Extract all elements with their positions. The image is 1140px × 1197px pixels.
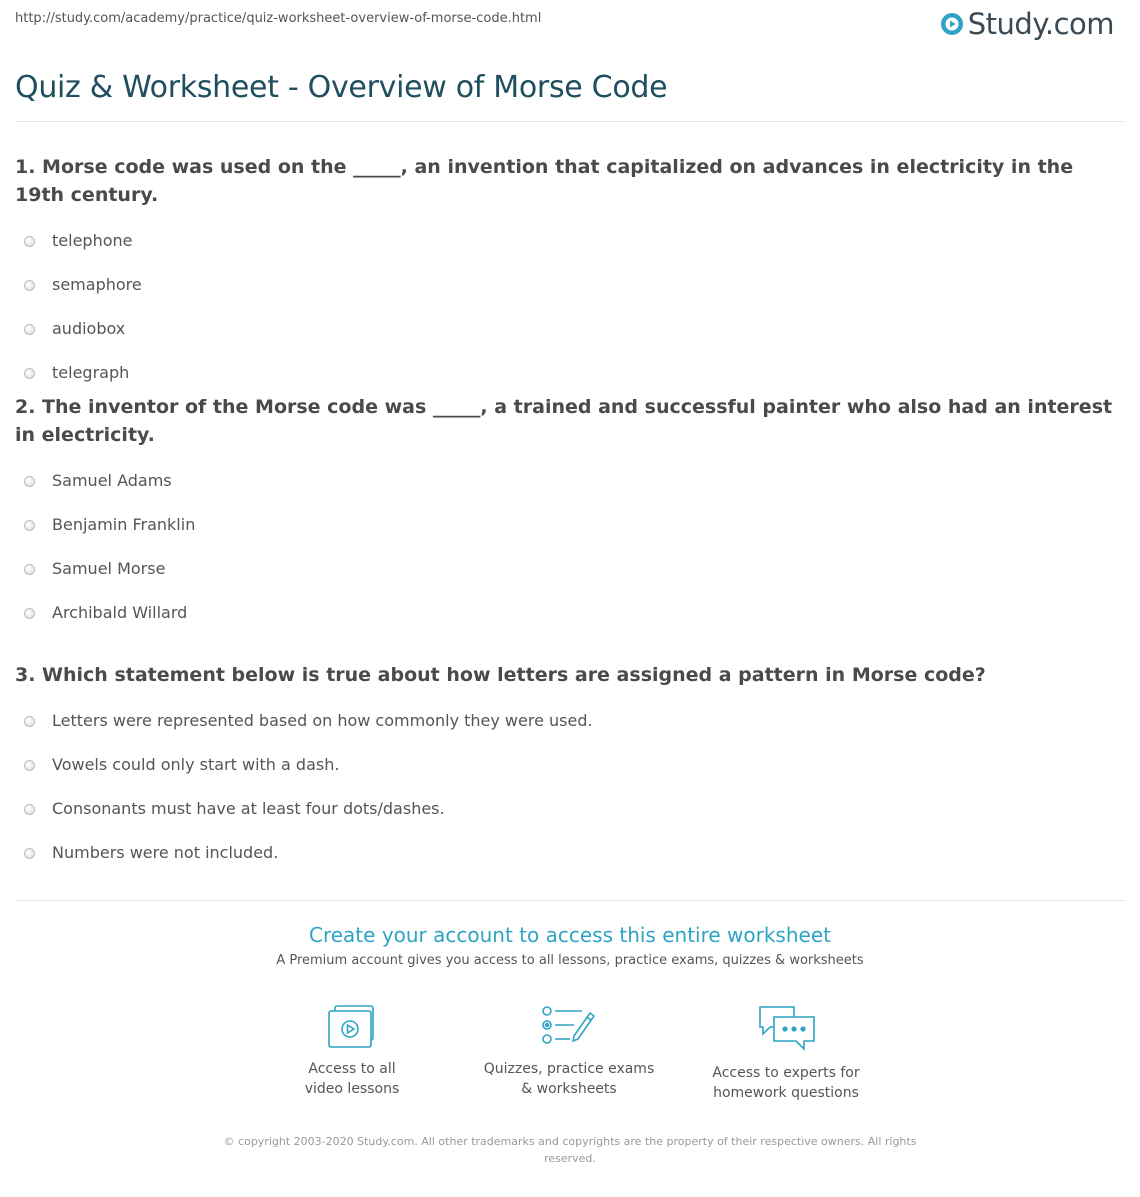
page-url: http://study.com/academy/practice/quiz-worksheet-overview-of-morse-code.html	[15, 11, 542, 26]
answer-option[interactable]	[15, 547, 1125, 591]
feature-line: video lessons	[304, 1081, 400, 1097]
question-text: 3. Which statement below is true about how letters are assigned a pattern in Morse code?	[15, 664, 986, 686]
question-2	[15, 393, 1125, 635]
feature-line: & worksheets	[521, 1081, 617, 1097]
option-label: telegraph	[52, 363, 130, 382]
question-text: 2. The inventor of the Morse code was _____, a trained and successful painter who also had an interest in electricity.	[15, 396, 1113, 446]
feature-label	[469, 1059, 669, 1099]
play-circle-icon	[940, 12, 964, 36]
option-label: Samuel Morse	[52, 559, 166, 578]
feature-line: Access to all	[308, 1061, 396, 1077]
option-label: audiobox	[52, 319, 126, 338]
option-label: Letters were represented based on how commonly they were used.	[52, 711, 593, 730]
answer-option[interactable]	[15, 591, 1125, 635]
feature-quizzes	[469, 1003, 669, 1099]
copyright-notice	[210, 1133, 930, 1167]
answer-options	[15, 219, 1125, 395]
feature-experts	[686, 1003, 886, 1103]
option-label: semaphore	[52, 275, 142, 294]
feature-video-lessons	[252, 1003, 452, 1099]
radio-button[interactable]	[24, 280, 35, 291]
section-divider	[15, 900, 1125, 901]
answer-option[interactable]	[15, 831, 1125, 875]
radio-button[interactable]	[24, 324, 35, 335]
radio-button[interactable]	[24, 236, 35, 247]
question-3	[15, 661, 1125, 875]
option-label: Consonants must have at least four dots/dashes.	[52, 799, 445, 818]
page-title: Quiz & Worksheet - Overview of Morse Code	[15, 70, 668, 105]
answer-options	[15, 699, 1125, 875]
answer-option[interactable]	[15, 699, 1125, 743]
quiz-checklist-icon	[540, 1003, 598, 1049]
radio-button[interactable]	[24, 716, 35, 727]
answer-option[interactable]	[15, 219, 1125, 263]
title-divider	[15, 121, 1125, 122]
feature-line: Quizzes, practice exams	[483, 1061, 655, 1077]
copyright-line: © copyright 2003-2020 Study.com. All other trademarks and copyrights are the property of their respective owners. All rights	[223, 1135, 917, 1148]
answer-option[interactable]	[15, 307, 1125, 351]
study-logo[interactable]	[940, 8, 1114, 40]
answer-option[interactable]	[15, 351, 1125, 395]
copyright-line: reserved.	[544, 1152, 596, 1165]
radio-button[interactable]	[24, 608, 35, 619]
option-label: telephone	[52, 231, 133, 250]
answer-options	[15, 459, 1125, 635]
answer-option[interactable]	[15, 787, 1125, 831]
feature-line: homework questions	[713, 1085, 859, 1101]
radio-button[interactable]	[24, 564, 35, 575]
cta-subtitle: A Premium account gives you access to all lessons, practice exams, quizzes & worksheets	[276, 953, 864, 968]
answer-option[interactable]	[15, 503, 1125, 547]
answer-option[interactable]	[15, 743, 1125, 787]
option-label: Archibald Willard	[52, 603, 188, 622]
radio-button[interactable]	[24, 848, 35, 859]
answer-option[interactable]	[15, 263, 1125, 307]
option-label: Samuel Adams	[52, 471, 172, 490]
question-text: 1. Morse code was used on the _____, an invention that capitalized on advances in electricity in the 19th century.	[15, 156, 1074, 206]
radio-button[interactable]	[24, 804, 35, 815]
option-label: Numbers were not included.	[52, 843, 279, 862]
radio-button[interactable]	[24, 760, 35, 771]
question-1	[15, 153, 1125, 395]
radio-button[interactable]	[24, 476, 35, 487]
option-label: Vowels could only start with a dash.	[52, 755, 340, 774]
feature-label	[252, 1059, 452, 1099]
signup-cta	[0, 923, 1140, 968]
cta-title[interactable]: Create your account to access this entire worksheet	[309, 923, 831, 947]
feature-label	[686, 1063, 886, 1103]
chat-bubbles-icon	[754, 1003, 818, 1053]
radio-button[interactable]	[24, 368, 35, 379]
logo-text: Study.com	[967, 7, 1114, 41]
radio-button[interactable]	[24, 520, 35, 531]
feature-line: Access to experts for	[712, 1065, 860, 1081]
video-lesson-icon	[325, 1003, 379, 1049]
answer-option[interactable]	[15, 459, 1125, 503]
option-label: Benjamin Franklin	[52, 515, 196, 534]
